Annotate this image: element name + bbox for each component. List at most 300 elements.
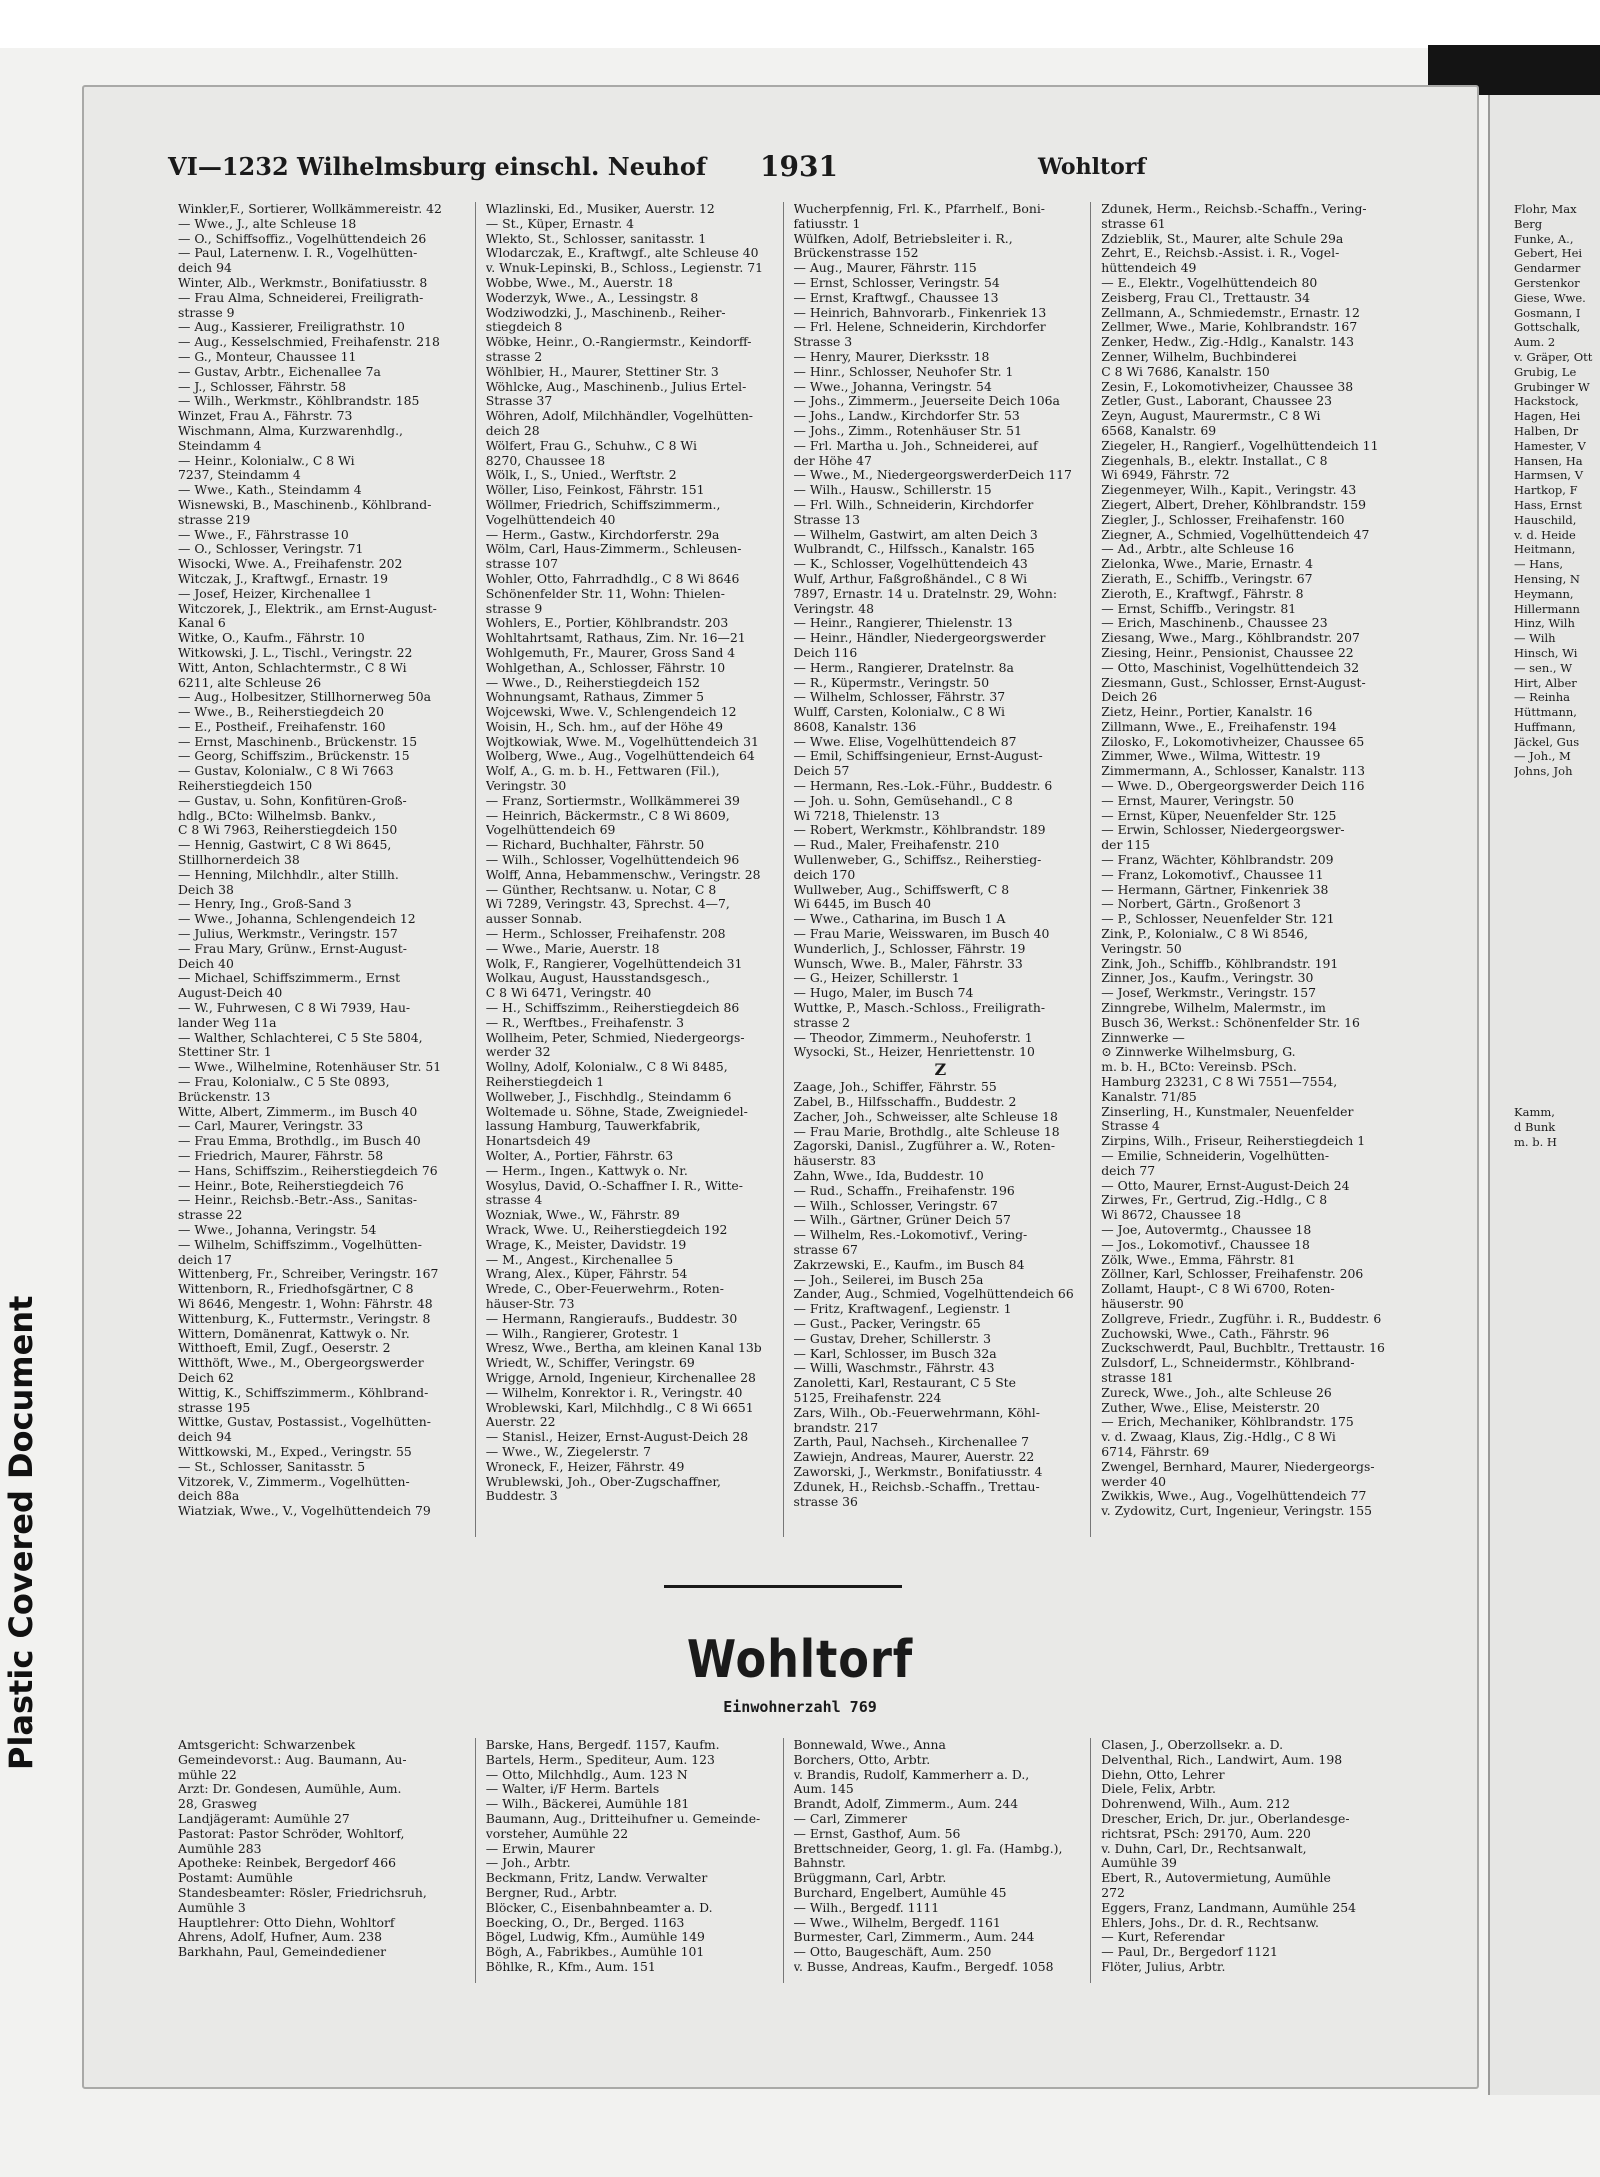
letter-heading: Z [934, 1060, 947, 1080]
directory-entry: Zierath, E., Schiffb., Veringstr. 67 [1101, 571, 1313, 586]
directory-entry: — Wilh [1514, 631, 1556, 646]
directory-entry: — Hermann, Res.-Lok.-Führ., Buddestr. 6 [793, 779, 1053, 794]
directory-entry: — Ernst, Küper, Neuenfelder Str. 125 [1101, 808, 1337, 823]
directory-entry: Ebert, R., Autovermietung, Aumühle [1101, 1871, 1331, 1886]
directory-entry: — Josef, Heizer, Kirchenallee 1 [178, 586, 373, 601]
directory-entry: Wohler, Otto, Fahrradhdlg., C 8 Wi 8646 [485, 571, 740, 586]
directory-entry: Wullenweber, G., Schiffsz., Reiherstieg- [793, 853, 1042, 868]
directory-entry: — Wwe., W., Ziegelerstr. 7 [485, 1444, 652, 1459]
directory-entry: deich 28 [485, 423, 540, 438]
directory-entry: häuserstr. 83 [793, 1154, 877, 1169]
directory-entry: Johns, Joh [1514, 764, 1573, 779]
directory-entry: — Aug., Kassierer, Freiligrathstr. 10 [178, 320, 405, 335]
directory-entry: Veringstr. 30 [485, 779, 567, 794]
directory-entry: — Wwe. Elise, Vogelhüttendeich 87 [793, 734, 1017, 749]
directory-entry: Wysocki, St., Heizer, Henriettenstr. 10 [793, 1045, 1035, 1060]
directory-entry: — Robert, Werkmstr., Köhlbrandstr. 189 [793, 823, 1046, 838]
directory-entry: — Wilh., Bergedf. 1111 [793, 1900, 940, 1915]
directory-entry: — Otto, Milchhdlg., Aum. 123 N [485, 1767, 688, 1782]
directory-entry: Beckmann, Fritz, Landw. Verwalter [485, 1871, 708, 1886]
directory-entry: Wolff, Anna, Hebammenschw., Veringstr. 28 [485, 867, 761, 882]
directory-entry: Wlekto, St., Schlosser, sanitasstr. 1 [485, 231, 707, 246]
header-right: Wohltorf [1038, 154, 1146, 180]
directory-entry: v. Gräper, Ott [1514, 349, 1593, 364]
directory-entry: — Wwe., D., Reiherstiegdeich 152 [485, 675, 701, 690]
directory-entry: Zabel, B., Hilfsschaffn., Buddestr. 2 [793, 1095, 1017, 1110]
directory-entry: Wollweber, J., Fischhdlg., Steindamm 6 [485, 1089, 732, 1104]
next-page-text [1514, 202, 1594, 1102]
section-title: Wohltorf [686, 1630, 914, 1690]
directory-entry: Winkler,F., Sortierer, Wollkämmereistr. 42 [178, 202, 442, 216]
directory-entry: Wrigge, Arnold, Ingenieur, Kirchenallee 28 [485, 1370, 756, 1385]
directory-entry: Wolf, A., G. m. b. H., Fettwaren (Fil.), [485, 764, 720, 779]
directory-entry: Zdunek, H., Reichsb.-Schaffn., Trettau- [793, 1479, 1040, 1494]
directory-entry: — M., Angest., Kirchenallee 5 [485, 1252, 674, 1267]
directory-entry: Zinner, Jos., Kaufm., Veringstr. 30 [1101, 971, 1314, 986]
directory-entry: Witkowski, J. L., Tischl., Veringstr. 22 [178, 645, 413, 660]
directory-entry: — Gust., Packer, Veringstr. 65 [793, 1316, 981, 1331]
directory-entry: — E., Elektr., Vogelhüttendeich 80 [1101, 275, 1318, 290]
directory-entry: strasse 2 [485, 349, 543, 364]
directory-entry: Aum. 2 [1514, 335, 1556, 350]
directory-entry: Wi 8646, Mengestr. 1, Wohn: Fährstr. 48 [178, 1296, 433, 1311]
directory-entry: — Wilh., Rangierer, Grotestr. 1 [485, 1326, 680, 1341]
directory-entry: — Wilhelm, Res.-Lokomotivf., Vering- [793, 1228, 1028, 1243]
directory-entry: deich 94 [178, 1430, 232, 1445]
directory-entry: Wöllmer, Friedrich, Schiffszimmerm., [485, 497, 721, 512]
directory-entry: Strasse 13 [793, 512, 861, 527]
directory-entry: — Frl. Wilh., Schneiderin, Kirchdorfer [793, 497, 1034, 512]
directory-entry: Huffmann, [1514, 719, 1576, 734]
directory-entry: — Wilhelm, Schiffszimm., Vogelhütten- [178, 1237, 422, 1252]
directory-entry: — Joe, Autovermtg., Chaussee 18 [1101, 1222, 1312, 1237]
directory-entry: Zollamt, Haupt-, C 8 Wi 6700, Roten- [1101, 1282, 1335, 1297]
directory-entry: — Wilhelm, Gastwirt, am alten Deich 3 [793, 527, 1038, 542]
directory-entry: Witczak, J., Kraftwgf., Ernastr. 19 [178, 571, 389, 586]
directory-entry: Veringstr. 50 [1101, 941, 1182, 956]
directory-entry: — St., Küper, Ernastr. 4 [485, 216, 635, 231]
directory-entry: Wrublewski, Joh., Ober-Zugschaffner, [485, 1474, 721, 1489]
directory-entry: — J., Schlosser, Fährstr. 58 [178, 379, 347, 394]
directory-entry: Aumühle 39 [1101, 1856, 1177, 1871]
directory-entry: Witthöft, Wwe., M., Obergeorgswerder [178, 1356, 424, 1371]
wohltorf-columns [178, 1738, 1398, 1983]
directory-entry: Wulbrandt, C., Hilfssch., Kanalstr. 165 [793, 542, 1035, 557]
directory-entry: 7237, Steindamm 4 [178, 468, 301, 483]
directory-entry: Zinserling, H., Kunstmaler, Neuenfelder [1101, 1104, 1354, 1119]
directory-entry: Grubig, Le [1514, 364, 1577, 379]
directory-entry: — Willi, Waschmstr., Fährstr. 43 [793, 1361, 995, 1376]
directory-entry: C 8 Wi 6471, Veringstr. 40 [485, 986, 652, 1001]
directory-entry: — Frau Marie, Weisswaren, im Busch 40 [793, 927, 1050, 942]
directory-entry: Arzt: Dr. Gondesen, Aumühle, Aum. [178, 1782, 402, 1797]
directory-entry: Wresz, Wwe., Bertha, am kleinen Kanal 13b [485, 1341, 762, 1356]
directory-entry: Wittig, K., Schiffszimmerm., Köhlbrand- [178, 1385, 429, 1400]
directory-entry: Zanoletti, Karl, Restaurant, C 5 Ste [793, 1376, 1016, 1391]
directory-entry: — Wwe., Johanna, Veringstr. 54 [793, 379, 992, 394]
scan-top-margin [0, 0, 1600, 48]
directory-entry: Zellmann, A., Schmiedemstr., Ernastr. 12 [1101, 305, 1360, 320]
directory-entry: Zeisberg, Frau Cl., Trettaustr. 34 [1101, 290, 1310, 305]
directory-entry: — Kurt, Referendar [1101, 1930, 1225, 1945]
directory-entry: Zirwes, Fr., Gertrud, Zig.-Hdlg., C 8 [1101, 1193, 1328, 1208]
directory-entry: Honartsdeich 49 [485, 1134, 591, 1149]
directory-entry: Kamm, [1514, 1105, 1555, 1119]
directory-entry: — Gustav, Arbtr., Eichenallee 7a [178, 364, 381, 379]
directory-entry: Schönenfelder Str. 11, Wohn: Thielen- [485, 586, 725, 601]
directory-entry: Diele, Felix, Arbtr. [1101, 1782, 1216, 1797]
directory-entry: Bögel, Ludwig, Kfm., Aumühle 149 [485, 1930, 705, 1945]
directory-entry: Wölfert, Frau G., Schuhw., C 8 Wi [485, 438, 697, 453]
directory-entry: Zetler, Gust., Laborant, Chaussee 23 [1101, 394, 1333, 409]
directory-entry: Wohlgemuth, Fr., Maurer, Gross Sand 4 [485, 645, 736, 660]
directory-entry: Zureck, Wwe., Joh., alte Schleuse 26 [1101, 1385, 1332, 1400]
directory-entry: Amtsgericht: Schwarzenbek [178, 1738, 356, 1752]
directory-entry: Hartkop, F [1514, 483, 1578, 498]
directory-entry: Hamester, V [1514, 438, 1586, 453]
directory-entry: Jäckel, Gus [1514, 734, 1580, 749]
directory-entry: Burmester, Carl, Zimmerm., Aum. 244 [793, 1930, 1035, 1945]
directory-entry: — R., Küpermstr., Veringstr. 50 [793, 675, 990, 690]
directory-entry: — Hans, [1514, 557, 1564, 572]
directory-entry: lander Weg 11a [178, 1015, 277, 1030]
directory-entry: Wolk, F., Rangierer, Vogelhüttendeich 31 [485, 956, 743, 971]
directory-entry: werder 40 [1101, 1474, 1167, 1489]
directory-entry: — Erwin, Maurer [485, 1841, 595, 1856]
directory-entry: Zimmer, Wwe., Wilma, Wittestr. 19 [1101, 749, 1321, 764]
directory-column-1 [178, 202, 476, 1537]
directory-entry: Gottschalk, [1514, 320, 1581, 335]
directory-entry: — Wwe., M., NiedergeorgswerderDeich 117 [793, 468, 1072, 483]
directory-entry: m. b. H., BCto: Vereinsb. PSch. [1101, 1060, 1297, 1075]
directory-entry: — Wwe., J., alte Schleuse 18 [178, 216, 357, 231]
directory-entry: Wisocki, Wwe. A., Freihafenstr. 202 [178, 557, 403, 572]
directory-entry: Wi 8672, Chaussee 18 [1101, 1208, 1241, 1223]
directory-entry: Woltemade u. Söhne, Stade, Zweigniedel- [485, 1104, 748, 1119]
directory-entry: Buddestr. 3 [485, 1489, 558, 1504]
directory-entry: — Hermann, Rangieraufs., Buddestr. 30 [485, 1311, 738, 1326]
wohltorf-column-3 [794, 1738, 1092, 1983]
directory-entry: Flöter, Julius, Arbtr. [1101, 1959, 1226, 1974]
directory-entry: — Stanisl., Heizer, Ernst-August-Deich 28 [485, 1430, 749, 1445]
directory-entry: — Wwe., Wilhelmine, Rotenhäuser Str. 51 [178, 1060, 442, 1075]
directory-entry: Zuckschwerdt, Paul, Buchbltr., Trettaustr. 16 [1101, 1341, 1385, 1356]
directory-entry: Deich 57 [793, 764, 850, 779]
directory-entry: — Ernst, Maschinenb., Brückenstr. 15 [178, 734, 418, 749]
directory-entry: — Josef, Werkmstr., Veringstr. 157 [1101, 986, 1317, 1001]
directory-entry: Brückenstrasse 152 [793, 246, 919, 261]
directory-entry: Diehn, Otto, Lehrer [1101, 1767, 1225, 1782]
directory-column-3 [794, 202, 1092, 1537]
directory-entry: Vogelhüttendeich 69 [485, 823, 616, 838]
directory-entry: Hamburg 23231, C 8 Wi 7551—7554, [1101, 1075, 1338, 1090]
directory-entry: Bartels, Herm., Spediteur, Aum. 123 [485, 1752, 715, 1767]
directory-entry: ⊙ Zinnwerke Wilhelmsburg, G. [1101, 1045, 1296, 1060]
directory-entry: Harmsen, V [1514, 468, 1584, 483]
directory-entry: Zdunek, Herm., Reichsb.-Schaffn., Vering- [1101, 202, 1367, 216]
directory-entry: — Frl. Martha u. Joh., Schneiderei, auf [793, 438, 1038, 453]
directory-entry: — H., Schiffszimm., Reiherstiegdeich 86 [485, 1001, 740, 1016]
directory-entry: Hagen, Hei [1514, 409, 1581, 424]
directory-entry: Wullweber, Aug., Schiffswerft, C 8 [793, 882, 1010, 897]
directory-entry: Witczorek, J., Elektrik., am Ernst-August- [178, 601, 437, 616]
directory-entry: hüttendeich 49 [1101, 261, 1197, 276]
directory-entry: Wrang, Alex., Küper, Fährstr. 54 [485, 1267, 688, 1282]
directory-entry: — Herm., Rangierer, Dratelnstr. 8a [793, 660, 1014, 675]
directory-entry: — G., Monteur, Chaussee 11 [178, 349, 357, 364]
directory-entry: Wucherpfennig, Frl. K., Pfarrhelf., Boni- [793, 202, 1045, 216]
directory-entry: vorsteher, Aumühle 22 [485, 1826, 629, 1841]
directory-entry: Witte, Albert, Zimmerm., im Busch 40 [178, 1104, 418, 1119]
directory-entry: Witthoeft, Emil, Zugf., Oeserstr. 2 [178, 1341, 391, 1356]
directory-entry: Barkhahn, Paul, Gemeindediener [178, 1945, 387, 1960]
side-label: Plastic Covered Document [2, 1295, 40, 1770]
directory-entry: — Herm., Ingen., Kattwyk o. Nr. [485, 1163, 688, 1178]
directory-entry: Woisin, H., Sch. hm., auf der Höhe 49 [485, 719, 723, 734]
directory-entry: Zacher, Joh., Schweisser, alte Schleuse 18 [793, 1109, 1058, 1124]
directory-entry: Aumühle 283 [178, 1841, 262, 1856]
directory-entry: Hinz, Wilh [1514, 616, 1575, 631]
directory-entry: Hauschild, [1514, 512, 1577, 527]
directory-entry: — Ernst, Maurer, Veringstr. 50 [1101, 793, 1294, 808]
directory-entry: Zaage, Joh., Schiffer, Fährstr. 55 [793, 1080, 997, 1095]
directory-columns [178, 202, 1398, 1537]
directory-entry: — O., Schiffsoffiz., Vogelhüttendeich 26 [178, 231, 427, 246]
directory-entry: strasse 22 [178, 1208, 243, 1223]
directory-entry: — W., Fuhrwesen, C 8 Wi 7939, Hau- [178, 1001, 411, 1016]
directory-entry: Strasse 3 [793, 335, 853, 350]
directory-entry: Kanalstr. 71/85 [1101, 1089, 1197, 1104]
directory-entry: — Karl, Schlosser, im Busch 32a [793, 1346, 997, 1361]
directory-entry: C 8 Wi 7686, Kanalstr. 150 [1101, 364, 1270, 379]
directory-entry: — Emil, Schiffsingenieur, Ernst-August- [793, 749, 1043, 764]
directory-entry: — St., Schlosser, Sanitasstr. 5 [178, 1459, 366, 1474]
directory-entry: m. b. H [1514, 1134, 1557, 1149]
directory-entry: Wroblewski, Karl, Milchhdlg., C 8 Wi 6651 [485, 1400, 754, 1415]
directory-entry: Hensing, N [1514, 571, 1580, 586]
directory-entry: strasse 219 [178, 512, 251, 527]
directory-entry: richtsrat, PSch: 29170, Aum. 220 [1101, 1826, 1311, 1841]
directory-entry: werder 32 [485, 1045, 551, 1060]
directory-entry: — Georg, Schiffszim., Brückenstr. 15 [178, 749, 410, 764]
directory-entry: Böhlke, R., Kfm., Aum. 151 [485, 1959, 656, 1974]
directory-entry: — Wilh., Schlosser, Vogelhüttendeich 96 [485, 853, 740, 868]
directory-entry: Kanal 6 [178, 616, 226, 631]
directory-entry: brandstr. 217 [793, 1420, 879, 1435]
directory-entry: — Gustav, Dreher, Schillerstr. 3 [793, 1331, 991, 1346]
directory-entry: Wöhlbier, H., Maurer, Stettiner Str. 3 [485, 364, 719, 379]
directory-entry: strasse 195 [178, 1400, 251, 1415]
directory-entry: der 115 [1101, 838, 1151, 853]
directory-entry: Bögh, A., Fabrikbes., Aumühle 101 [485, 1945, 705, 1960]
directory-entry: Hinsch, Wi [1514, 645, 1578, 660]
directory-entry: Zulsdorf, L., Schneidermstr., Köhlbrand- [1101, 1356, 1355, 1371]
directory-entry: Veringstr. 48 [793, 601, 874, 616]
page-header [168, 150, 1146, 183]
directory-entry: Aumühle 3 [178, 1900, 246, 1915]
directory-entry: Ziesing, Heinr., Pensionist, Chaussee 22 [1101, 645, 1354, 660]
directory-entry: — G., Heizer, Schillerstr. 1 [793, 971, 960, 986]
directory-entry: Zink, Joh., Schiffb., Köhlbrandstr. 191 [1101, 956, 1339, 971]
directory-entry: Ziegenmeyer, Wilh., Kapit., Veringstr. 43 [1101, 483, 1357, 498]
directory-entry: Heymann, [1514, 586, 1574, 601]
directory-entry: Zuchowski, Wwe., Cath., Fährstr. 96 [1101, 1326, 1330, 1341]
section-divider [664, 1585, 902, 1588]
directory-entry: Wöbke, Heinr., O.-Rangiermstr., Keindorff- [485, 335, 752, 350]
directory-entry: 272 [1101, 1885, 1125, 1900]
directory-entry: deich 170 [793, 867, 856, 882]
directory-entry: Deich 40 [178, 956, 234, 971]
directory-entry: Deich 62 [178, 1370, 234, 1385]
directory-entry: Wojtkowiak, Wwe. M., Vogelhüttendeich 31 [485, 734, 759, 749]
directory-entry: — Carl, Maurer, Veringstr. 33 [178, 1119, 364, 1134]
directory-entry: lassung Hamburg, Tauwerkfabrik, [485, 1119, 701, 1134]
directory-entry: — Johs., Zimm., Rotenhäuser Str. 51 [793, 423, 1022, 438]
directory-entry: — K., Schlosser, Vogelhüttendeich 43 [793, 557, 1028, 572]
directory-entry: fatiusstr. 1 [793, 216, 861, 231]
directory-entry: Wohnungsamt, Rathaus, Zimmer 5 [485, 690, 705, 705]
directory-entry: Reiherstiegdeich 150 [178, 779, 313, 794]
directory-column-4 [1101, 202, 1398, 1537]
directory-entry: — Günther, Rechtsanw. u. Notar, C 8 [485, 882, 717, 897]
directory-entry: Ahrens, Adolf, Hufner, Aum. 238 [178, 1930, 383, 1945]
directory-entry: strasse 36 [793, 1494, 858, 1509]
directory-entry: 6714, Fährstr. 69 [1101, 1444, 1210, 1459]
directory-entry: Stettiner Str. 1 [178, 1045, 272, 1060]
directory-entry: Wollny, Adolf, Kolonialw., C 8 Wi 8485, [485, 1060, 728, 1075]
directory-column-2 [486, 202, 784, 1537]
directory-entry: — Johs., Zimmerm., Jeuerseite Deich 106a [793, 394, 1060, 409]
directory-entry: deich 17 [178, 1252, 232, 1267]
directory-entry: — Wilh., Werkmstr., Köhlbrandstr. 185 [178, 394, 420, 409]
directory-entry: Flohr, Max [1514, 202, 1577, 216]
directory-entry: — Hermann, Gärtner, Finkenriek 38 [1101, 882, 1329, 897]
directory-entry: Woderzyk, Wwe., A., Lessingstr. 8 [485, 290, 699, 305]
directory-entry: Zietz, Heinr., Portier, Kanalstr. 16 [1101, 705, 1313, 720]
directory-entry: Wöhlcke, Aug., Maschinenb., Julius Ertel- [485, 379, 747, 394]
directory-entry: — Aug., Kesselschmied, Freihafenstr. 218 [178, 335, 440, 350]
directory-entry: Ziesmann, Gust., Schlosser, Ernst-August- [1101, 675, 1366, 690]
directory-entry: Wi 7218, Thielenstr. 13 [793, 808, 940, 823]
directory-entry: — Wwe., Catharina, im Busch 1 A [793, 912, 1006, 927]
directory-entry: Zimmermann, A., Schlosser, Kanalstr. 113 [1101, 764, 1366, 779]
directory-entry: Ehlers, Johs., Dr. d. R., Rechtsanw. [1101, 1915, 1319, 1930]
directory-entry: Borchers, Otto, Arbtr. [793, 1752, 931, 1767]
directory-entry: — Johs., Landw., Kirchdorfer Str. 53 [793, 409, 1020, 424]
directory-entry: — Wilhelm, Konrektor i. R., Veringstr. 40 [485, 1385, 743, 1400]
wohltorf-column-4 [1101, 1738, 1398, 1983]
directory-entry: der Höhe 47 [793, 453, 872, 468]
directory-entry: Zöllner, Karl, Schlosser, Freihafenstr. 206 [1101, 1267, 1364, 1282]
directory-entry: — O., Schlosser, Veringstr. 71 [178, 542, 364, 557]
directory-entry: Wittenborn, R., Friedhofsgärtner, C 8 [178, 1282, 414, 1297]
directory-entry: Hüttmann, [1514, 705, 1577, 720]
directory-entry: — Wilh., Hausw., Schillerstr. 15 [793, 483, 992, 498]
directory-entry: Wi 6949, Fährstr. 72 [1101, 468, 1230, 483]
directory-entry: Gemeindevorst.: Aug. Baumann, Au- [178, 1752, 407, 1767]
directory-entry: — Wilh., Bäckerei, Aumühle 181 [485, 1797, 690, 1812]
directory-entry: Grubinger W [1514, 379, 1590, 394]
directory-entry: Hauptlehrer: Otto Diehn, Wohltorf [178, 1915, 395, 1930]
directory-entry: — Walter, i/F Herm. Bartels [485, 1782, 660, 1797]
directory-entry: — Hans, Schiffszim., Reiherstiegdeich 76 [178, 1163, 438, 1178]
directory-entry: Wölk, I., S., Unied., Werftstr. 2 [485, 468, 677, 483]
directory-entry: Zink, P., Kolonialw., C 8 Wi 8546, [1101, 927, 1309, 942]
directory-entry: Hillermann [1514, 601, 1580, 616]
directory-entry: Zinngrebe, Wilhelm, Malermstr., im [1101, 1001, 1326, 1016]
directory-entry: — Heinr., Rangierer, Thielenstr. 13 [793, 616, 1013, 631]
directory-entry: Hansen, Ha [1514, 453, 1583, 468]
directory-entry: Wlodarczak, E., Kraftwgf., alte Schleuse 40 [485, 246, 759, 261]
directory-entry: Barske, Hans, Bergedf. 1157, Kaufm. [485, 1738, 720, 1752]
directory-entry: Blöcker, C., Eisenbahnbeamter a. D. [485, 1900, 713, 1915]
directory-entry: strasse 181 [1101, 1370, 1174, 1385]
directory-entry: Vitzorek, V., Zimmerm., Vogelhütten- [178, 1474, 410, 1489]
directory-entry: — Franz, Lokomotivf., Chaussee 11 [1101, 867, 1324, 882]
directory-entry: — Rud., Maler, Freihafenstr. 210 [793, 838, 1000, 853]
directory-entry: — Carl, Zimmerer [793, 1811, 908, 1826]
directory-entry: — Frl. Helene, Schneiderin, Kirchdorfer [793, 320, 1046, 335]
directory-entry: — Erich, Maschinenb., Chaussee 23 [1101, 616, 1328, 631]
directory-entry: — Wwe., Kath., Steindamm 4 [178, 483, 362, 498]
directory-entry: Aum. 145 [793, 1782, 854, 1797]
directory-entry: Ziesang, Wwe., Marg., Köhlbrandstr. 207 [1101, 631, 1360, 646]
directory-entry: Zwengel, Bernhard, Maurer, Niedergeorgs- [1101, 1459, 1375, 1474]
directory-entry: Wischmann, Alma, Kurzwarenhdlg., [178, 423, 403, 438]
directory-entry: Pastorat: Pastor Schröder, Wohltorf, [178, 1826, 405, 1841]
directory-entry: — Theodor, Zimmerm., Neuhoferstr. 1 [793, 1030, 1033, 1045]
wohltorf-column-2 [486, 1738, 784, 1983]
directory-entry: Giese, Wwe. [1514, 290, 1586, 305]
directory-entry: Wuttke, P., Masch.-Schloss., Freiligrath- [793, 1001, 1046, 1016]
directory-entry: Wunsch, Wwe. B., Maler, Fährstr. 33 [793, 956, 1023, 971]
directory-entry: Wölm, Carl, Haus-Zimmerm., Schleusen- [485, 542, 742, 557]
directory-entry: Delventhal, Rich., Landwirt, Aum. 198 [1101, 1752, 1343, 1767]
directory-entry: d Bunk [1514, 1119, 1556, 1134]
directory-entry: — Henning, Milchhdlr., alter Stillh. [178, 867, 399, 882]
directory-entry: — Herm., Schlosser, Freihafenstr. 208 [485, 927, 726, 942]
directory-entry: Wittenberg, Fr., Schreiber, Veringstr. 167 [178, 1267, 439, 1282]
directory-entry: strasse 61 [1101, 216, 1166, 231]
directory-entry: v. Brandis, Rudolf, Kammerherr a. D., [793, 1767, 1030, 1782]
directory-entry: — Reinha [1514, 690, 1570, 705]
directory-entry: Hass, Ernst [1514, 497, 1582, 512]
directory-entry: — Ernst, Kraftwgf., Chaussee 13 [793, 290, 999, 305]
directory-entry: — sen., W [1514, 660, 1573, 675]
directory-entry: Bonnewald, Wwe., Anna [793, 1738, 946, 1752]
directory-entry: Wunderlich, J., Schlosser, Fährstr. 19 [793, 941, 1026, 956]
directory-entry: Zehrt, E., Reichsb.-Assist. i. R., Vogel- [1101, 246, 1340, 261]
directory-entry: — Otto, Maurer, Ernst-August-Deich 24 [1101, 1178, 1350, 1193]
directory-entry: Auerstr. 22 [485, 1415, 556, 1430]
directory-entry: v. d. Heide [1514, 527, 1576, 542]
directory-entry: — Gustav, u. Sohn, Konfitüren-Groß- [178, 793, 407, 808]
directory-entry: Strasse 4 [1101, 1119, 1160, 1134]
directory-entry: Wrack, Wwe. U., Reiherstiegdeich 192 [485, 1222, 728, 1237]
directory-entry: — Heinrich, Bahnvorarb., Finkenriek 13 [793, 305, 1047, 320]
directory-entry: ausser Sonnab. [485, 912, 583, 927]
directory-entry: — Norbert, Gärtn., Großenort 3 [1101, 897, 1301, 912]
directory-entry: Standesbeamter: Rösler, Friedrichsruh, [178, 1885, 427, 1900]
directory-entry: Zander, Aug., Schmied, Vogelhüttendeich 66 [793, 1287, 1074, 1302]
directory-entry: Deich 116 [793, 645, 858, 660]
directory-entry: Brückenstr. 13 [178, 1089, 271, 1104]
directory-entry: strasse 2 [793, 1015, 851, 1030]
directory-entry: Zieroth, E., Kraftwgf., Fährstr. 8 [1101, 586, 1304, 601]
directory-entry: 8270, Chaussee 18 [485, 453, 606, 468]
directory-entry: Berg [1514, 216, 1543, 231]
directory-entry: strasse 9 [485, 601, 543, 616]
